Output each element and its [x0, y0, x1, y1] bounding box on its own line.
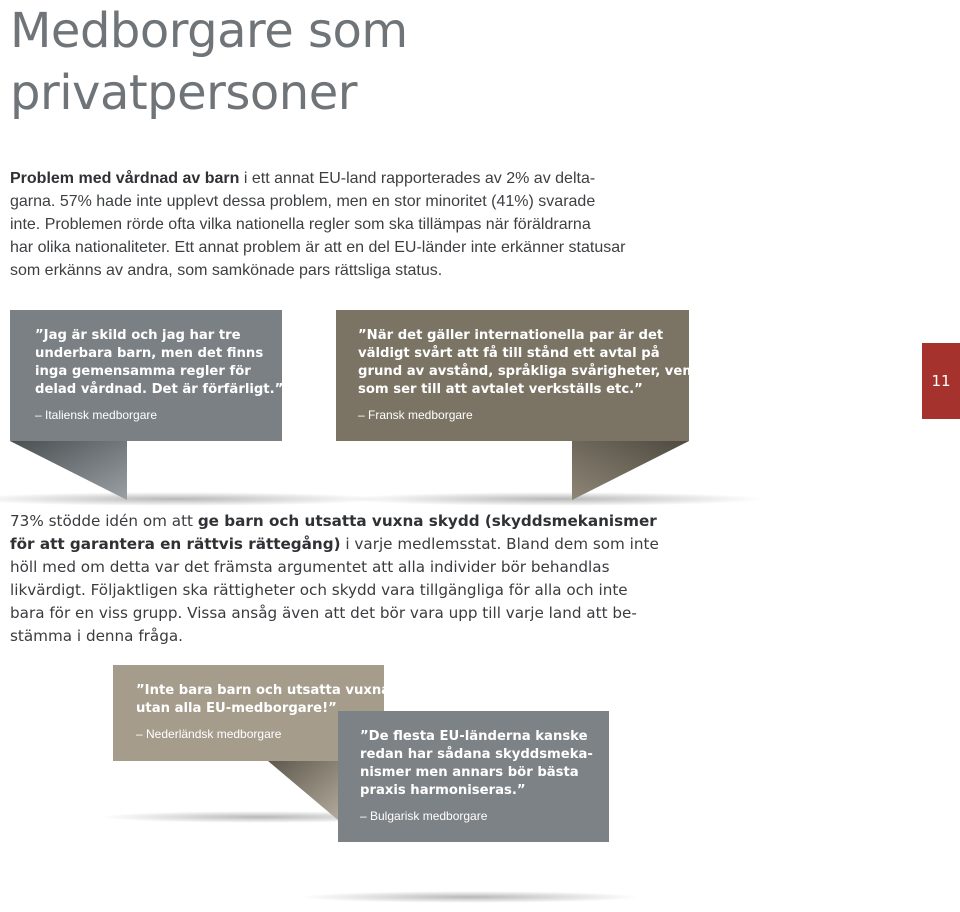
- body-line: bara för en viss grupp. Vissa ansåg även att det bör vara upp till varje land att be-: [10, 604, 637, 622]
- quote-source: – Italiensk medborgare: [35, 408, 158, 422]
- ribbon-fold: [572, 441, 689, 500]
- intro-line: Problem med vårdnad av barn i ett annat EU-land rapporterades av 2% av delta-: [10, 170, 596, 187]
- quote-text: ”Jag är skild och jag har tre underbara barn, men det finns inga gemensamma regler för delad vårdnad. Det är förfärligt.”: [35, 328, 284, 397]
- intro-line: som erkänns av andra, som samkönade pars rättsliga status.: [10, 262, 443, 279]
- quote-box-italian: [10, 310, 282, 441]
- quote-source: – Fransk medborgare: [358, 408, 473, 422]
- body-line: stämma i denna fråga.: [10, 627, 183, 645]
- intro-line: garna. 57% hade inte upplevt dessa problem, men en stor minoritet (41%) svarade: [10, 193, 596, 210]
- body-line: höll med om detta var det främsta argumentet att alla individer bör behandlas: [10, 558, 610, 576]
- intro-bold-phrase: Problem med vårdnad av barn: [10, 170, 240, 187]
- body-line: för att garantera en rättvis rättegång) i varje medlemsstat. Bland dem som inte: [10, 535, 659, 553]
- title-line-1: Medborgare som: [10, 3, 408, 59]
- page-number-tab: 11: [922, 343, 960, 419]
- quote-text: ”När det gäller internationella par är det väldigt svårt att få till stånd ett avtal på grund av avstånd, språkliga svårigheter, vem som ser till att avtalet verkställs etc.”: [358, 328, 697, 397]
- shadow: [0, 492, 385, 506]
- body-bold-phrase: ge barn och utsatta vuxna skydd (skyddsmekanismer: [197, 512, 657, 530]
- quote-source: – Bulgarisk medborgare: [360, 809, 488, 823]
- body-bold-phrase: för att garantera en rättvis rättegång): [10, 535, 341, 553]
- body-paragraph: [10, 510, 659, 648]
- title-line-2: privatpersoner: [10, 65, 357, 121]
- shadow: [345, 492, 765, 506]
- quote-text: ”Inte bara barn och utsatta vuxna utan alla EU-medborgare!”: [136, 683, 391, 716]
- shadow: [300, 891, 640, 903]
- quote-source: – Nederländsk medborgare: [136, 727, 282, 741]
- quote-box-bulgarian: [338, 711, 609, 842]
- body-line: likvärdigt. Följaktligen ska rättigheter och skydd vara tillgängliga för alla och inte: [10, 581, 628, 599]
- intro-line: har olika nationaliteter. Ett annat problem är att en del EU-länder inte erkänner statusar: [10, 239, 626, 256]
- intro-line: inte. Problemen rörde ofta vilka nationella regler som ska tillämpas när föräldrarna: [10, 216, 591, 233]
- quote-text: ”De flesta EU-länderna kanske redan har sådana skyddsmeka- nismer men annars bör bästa praxis harmoniseras.”: [360, 729, 593, 798]
- body-line: 73% stödde idén om att ge barn och utsatta vuxna skydd (skyddsmekanismer: [10, 512, 657, 530]
- ribbon-fold: [10, 441, 127, 500]
- quote-box-french: [336, 310, 697, 441]
